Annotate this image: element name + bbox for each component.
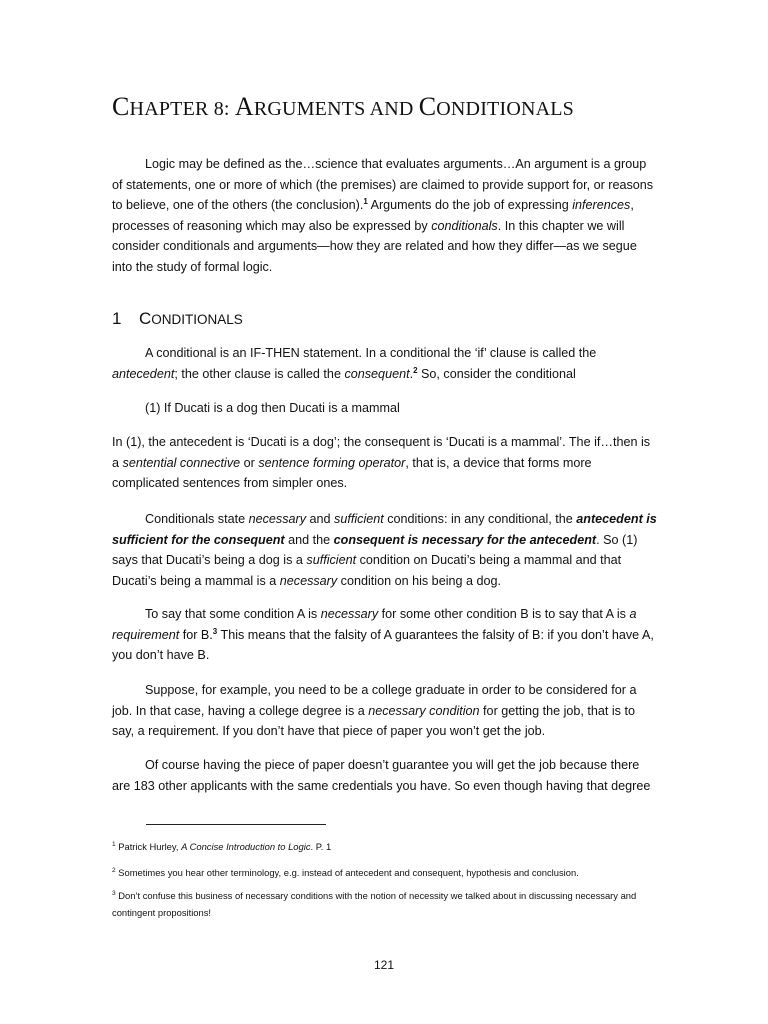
example-conditional: (1) If Ducati is a dog then Ducati is a mammal xyxy=(145,401,400,415)
footnote-3: $^3$ Don’t confuse this business of necessary conditions with the notion of necessity we talked about in discussing necessary and contingent propositions! xyxy=(112,890,637,918)
title-initial: C xyxy=(112,92,130,121)
paragraph-necessary-sufficient: Conditionals state necessary and sufficient conditions: in any conditional, the antecedent is sufficient for the consequent and the consequent is necessary for the antecedent. So (1) says that Ducati’s being a dog is a sufficient condition on Ducati’s being a mammal and that Ducati’s being a mammal is a necessary condition on his being a dog. xyxy=(112,512,657,588)
title-part: HAPTER 8: xyxy=(129,98,235,120)
section-heading: 1 CONDITIONALS xyxy=(112,309,243,328)
paragraph-conditional-definition: A conditional is an IF-THEN statement. In a conditional the ‘if’ clause is called the antecedent; the other clause is called the consequent.$^2$ So, consider the conditional xyxy=(112,346,597,381)
paragraph-college-example: Suppose, for example, you need to be a college graduate in order to be considered for a job. In that case, having a college degree is a necessary condition for getting the job, that is to say, a requirement. If you don’t have that piece of paper you won’t get the job. xyxy=(112,683,637,739)
title-initial: C xyxy=(418,92,437,121)
paragraph-continuation: Of course having the piece of paper doesn’t guarantee you will get the job because there are 183 other applicants with the same credentials you have. So even though having that degree xyxy=(112,758,651,793)
footnote-ref: 1 xyxy=(363,197,368,207)
paragraph-antecedent-consequent: In (1), the antecedent is ‘Ducati is a dog’; the consequent is ‘Ducati is a mammal’. The if…then is a sentential connective or sentence forming operator, that is, a device that forms more complicated sentences from simpler ones. xyxy=(112,435,651,491)
intro-paragraph: Logic may be defined as the…science that evaluates arguments…An argument is a group of statements, one or more of which (the premises) are claimed to provide support for, or reasons to believe, one of the others (the conclusion).$^1$ Arguments do the job of expressing inferences, processes of reasoning which may also be expressed by conditionals. In this chapter we will consider conditionals and arguments—how they are related and how they differ—as we segue into the study of formal logic. xyxy=(112,157,654,274)
footnote-1: $^1$ Patrick Hurley, A Concise Introduction to Logic. P. 1 xyxy=(112,841,332,852)
title-part: ONDITIONALS xyxy=(436,98,575,120)
paragraph-requirement: To say that some condition A is necessary for some other condition B is to say that A is a requirement for B.$^3$ This means that the falsity of A guarantees the falsity of B: if you don’t have A, you don’t have B. xyxy=(112,607,654,663)
title-initial: A xyxy=(234,92,254,121)
title-part: RGUMENTS AND xyxy=(253,98,419,120)
footnote-ref: 2 xyxy=(413,365,418,375)
page-number: 121 xyxy=(373,958,395,972)
footnote-ref: 3 xyxy=(212,626,218,636)
chapter-title xyxy=(112,92,732,122)
footnote-2: $^2$ Sometimes you hear other terminology, e.g. instead of antecedent and consequent, hypothesis and conclusion. xyxy=(112,867,579,878)
footnote-divider xyxy=(146,824,326,825)
section-number: 1 xyxy=(112,309,122,328)
